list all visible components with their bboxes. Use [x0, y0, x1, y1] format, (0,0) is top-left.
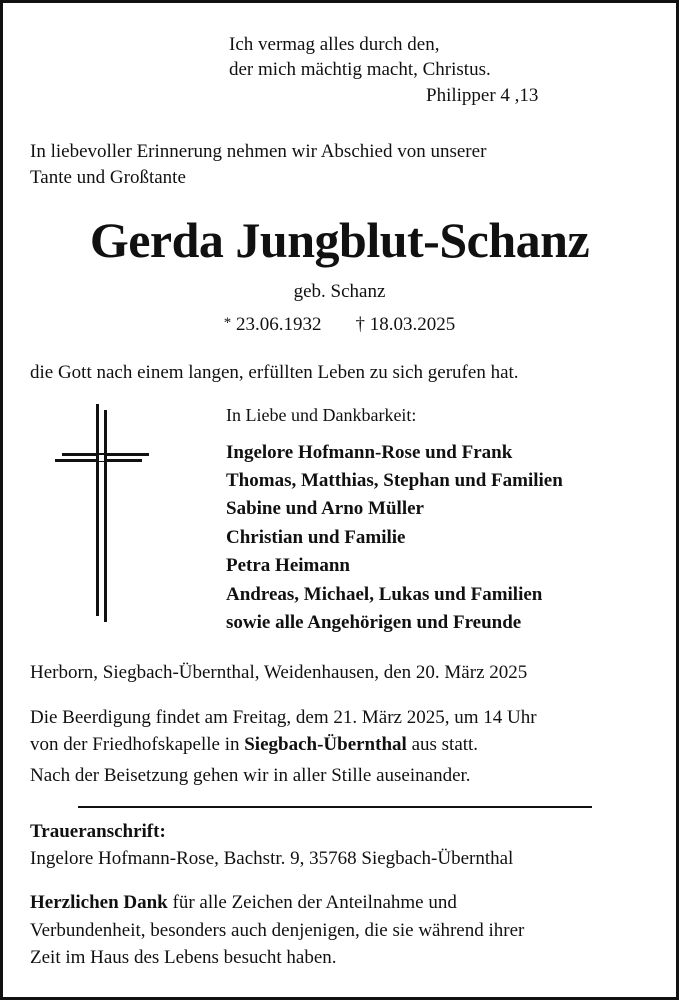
death-date: 18.03.2025: [369, 314, 456, 335]
verse-reference: Philipper 4 ,13: [426, 85, 539, 106]
thanks-line-1: [30, 889, 457, 917]
funeral-line-2-end: aus statt.: [406, 734, 479, 755]
birth-date: 23.06.1932: [236, 314, 322, 335]
life-dates: [0, 314, 679, 336]
thanks-line-1-text: für alle Zeichen der Anteilnahme und: [167, 892, 457, 913]
funeral-line-3: Nach der Beisetzung gehen wir in aller Stille auseinander.: [30, 765, 471, 786]
place-date: Herborn, Siegbach-Übernthal, Weidenhausen, den 20. März 2025: [30, 662, 528, 683]
divider: [78, 806, 592, 808]
funeral-line-2: [30, 731, 478, 759]
mourner-line: sowie alle Angehörigen und Freunde: [226, 612, 522, 633]
mourner-line: Thomas, Matthias, Stephan und Familien: [226, 470, 563, 491]
mourners-heading: In Liebe und Dankbarkeit:: [226, 405, 417, 425]
birth-name: geb. Schanz: [293, 281, 386, 302]
mourner-line: Ingelore Hofmann-Rose und Frank: [226, 442, 513, 463]
mourner-line: Christian und Familie: [226, 527, 406, 548]
funeral-line-1: Die Beerdigung findet am Freitag, dem 21. März 2025, um 14 Uhr: [30, 707, 537, 728]
mourner-line: Sabine und Arno Müller: [226, 498, 424, 519]
mourner-line: Andreas, Michael, Lukas und Familien: [226, 584, 543, 605]
death-dagger-icon: †: [355, 314, 365, 335]
intro-line-1: In liebevoller Erinnerung nehmen wir Abschied von unserer: [30, 141, 487, 162]
thanks-bold: Herzlichen Dank: [30, 892, 168, 913]
verse-line-1: Ich vermag alles durch den,: [229, 34, 440, 55]
birth-star-icon: *: [223, 315, 232, 331]
address-label: Traueranschrift:: [30, 821, 166, 842]
funeral-location: Siegbach-Übernthal: [244, 734, 407, 755]
mourner-line: Petra Heimann: [226, 555, 351, 576]
verse-line-2: der mich mächtig macht, Christus.: [229, 59, 491, 80]
thanks-line-2: Verbundenheit, besonders auch denjenigen, die sie während ihrer: [30, 920, 525, 941]
funeral-line-2-text: von der Friedhofskapelle in: [30, 734, 245, 755]
address-value: Ingelore Hofmann-Rose, Bachstr. 9, 35768 Siegbach-Übernthal: [30, 848, 514, 869]
thanks-line-3: Zeit im Haus des Lebens besucht haben.: [30, 947, 337, 968]
closing-line: die Gott nach einem langen, erfüllten Leben zu sich gerufen hat.: [30, 362, 519, 383]
deceased-name: Gerda Jungblut-Schanz: [89, 212, 590, 268]
intro-line-2: Tante und Großtante: [30, 167, 186, 188]
